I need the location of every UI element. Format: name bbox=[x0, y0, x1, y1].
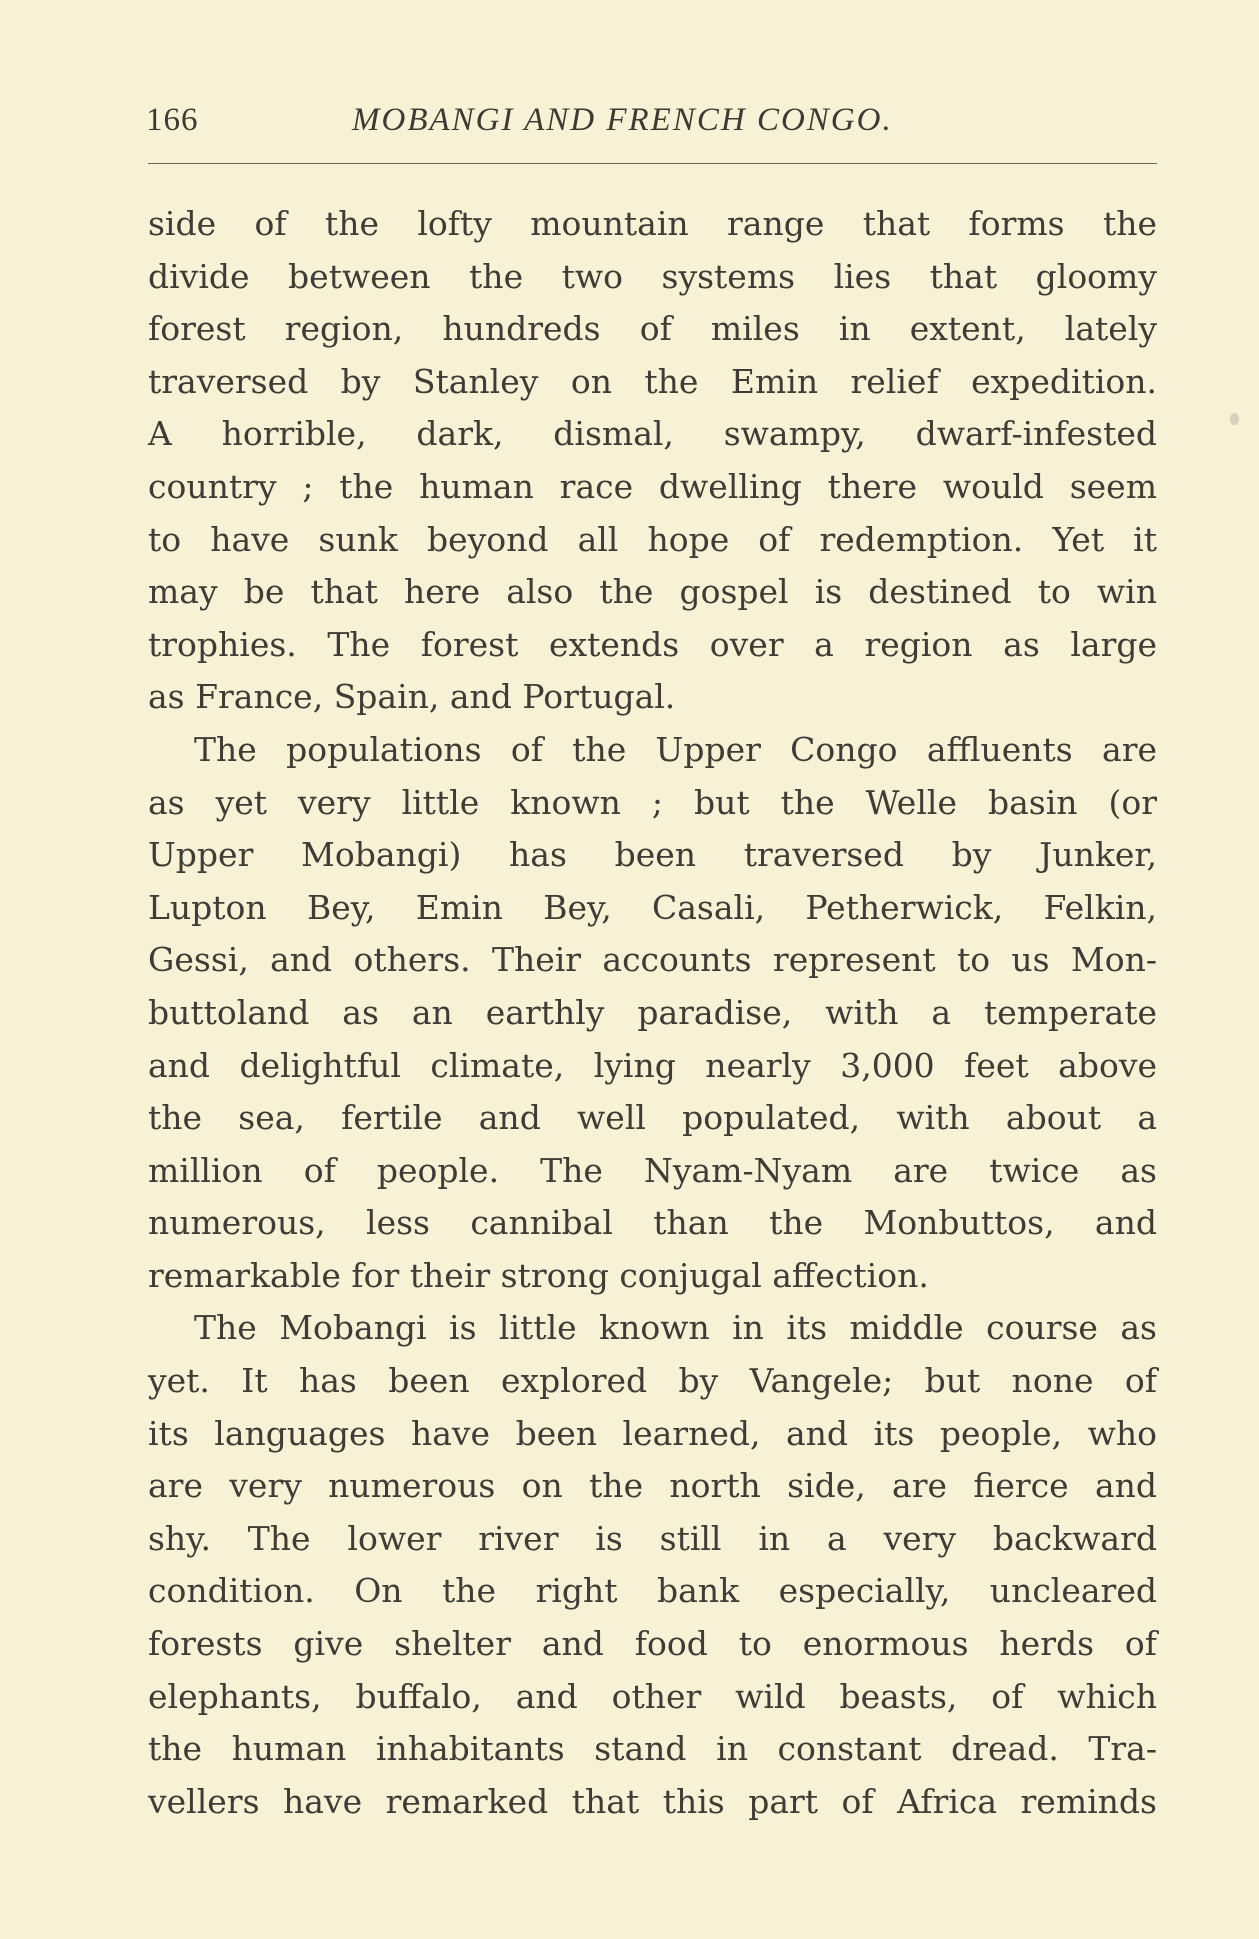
text-line: vellers have remarked that this part of Africa reminds bbox=[148, 1781, 1157, 1821]
page-header bbox=[146, 102, 1158, 146]
text-line: Gessi, and others. Their accounts represent to us Mon- bbox=[148, 940, 1157, 980]
text-line: traversed by Stanley on the Emin relief expedition. bbox=[148, 361, 1157, 401]
text-line: forest region, hundreds of miles in extent, lately bbox=[148, 309, 1157, 349]
text-line: million of people. The Nyam-Nyam are twice as bbox=[148, 1150, 1157, 1190]
text-line: numerous, less cannibal than the Monbuttos, and bbox=[148, 1203, 1157, 1243]
text-line: condition. On the right bank especially, uncleared bbox=[148, 1571, 1157, 1611]
text-line: the human inhabitants stand in constant dread. Tra- bbox=[148, 1729, 1157, 1769]
text-line: trophies. The forest extends over a region as large bbox=[148, 624, 1157, 664]
paragraph-first-line: The populations of the Upper Congo affluents are bbox=[194, 729, 1157, 769]
paper-spot bbox=[1230, 413, 1239, 425]
text-line: Lupton Bey, Emin Bey, Casali, Petherwick, Felkin, bbox=[148, 887, 1157, 927]
text-line: divide between the two systems lies that gloomy bbox=[148, 256, 1157, 296]
text-line: to have sunk beyond all hope of redemption. Yet it bbox=[148, 519, 1157, 559]
text-line: may be that here also the gospel is destined to win bbox=[148, 572, 1157, 612]
body-text bbox=[148, 198, 1157, 1828]
text-line: are very numerous on the north side, are fierce and bbox=[148, 1466, 1157, 1506]
page-number: 166 bbox=[146, 102, 199, 138]
text-line: country ; the human race dwelling there would seem bbox=[148, 466, 1157, 506]
text-line: side of the lofty mountain range that forms the bbox=[148, 204, 1157, 243]
text-line: elephants, buffalo, and other wild beasts, of which bbox=[148, 1676, 1157, 1716]
text-line: A horrible, dark, dismal, swampy, dwarf-infested bbox=[148, 414, 1157, 454]
running-title: MOBANGI AND FRENCH CONGO. bbox=[352, 102, 893, 138]
text-line: its languages have been learned, and its people, who bbox=[148, 1413, 1157, 1453]
text-line: forests give shelter and food to enormous herds of bbox=[148, 1624, 1157, 1664]
text-line: shy. The lower river is still in a very backward bbox=[148, 1518, 1157, 1558]
text-line: and delightful climate, lying nearly 3,000 feet above bbox=[148, 1045, 1157, 1085]
text-line: yet. It has been explored by Vangele; but none of bbox=[148, 1361, 1157, 1401]
paragraph-first-line: The Mobangi is little known in its middle course as bbox=[194, 1308, 1157, 1348]
paragraph-end-line: remarkable for their strong conjugal affection. bbox=[148, 1255, 929, 1295]
text-line: Upper Mobangi) has been traversed by Junker, bbox=[148, 835, 1157, 875]
text-line: buttoland as an earthly paradise, with a temperate bbox=[148, 992, 1157, 1032]
paragraph-end-line: as France, Spain, and Portugal. bbox=[148, 677, 676, 717]
text-line: as yet very little known ; but the Welle basin (or bbox=[148, 782, 1157, 822]
header-rule bbox=[148, 163, 1157, 164]
text-line: the sea, fertile and well populated, with about a bbox=[148, 1098, 1157, 1138]
